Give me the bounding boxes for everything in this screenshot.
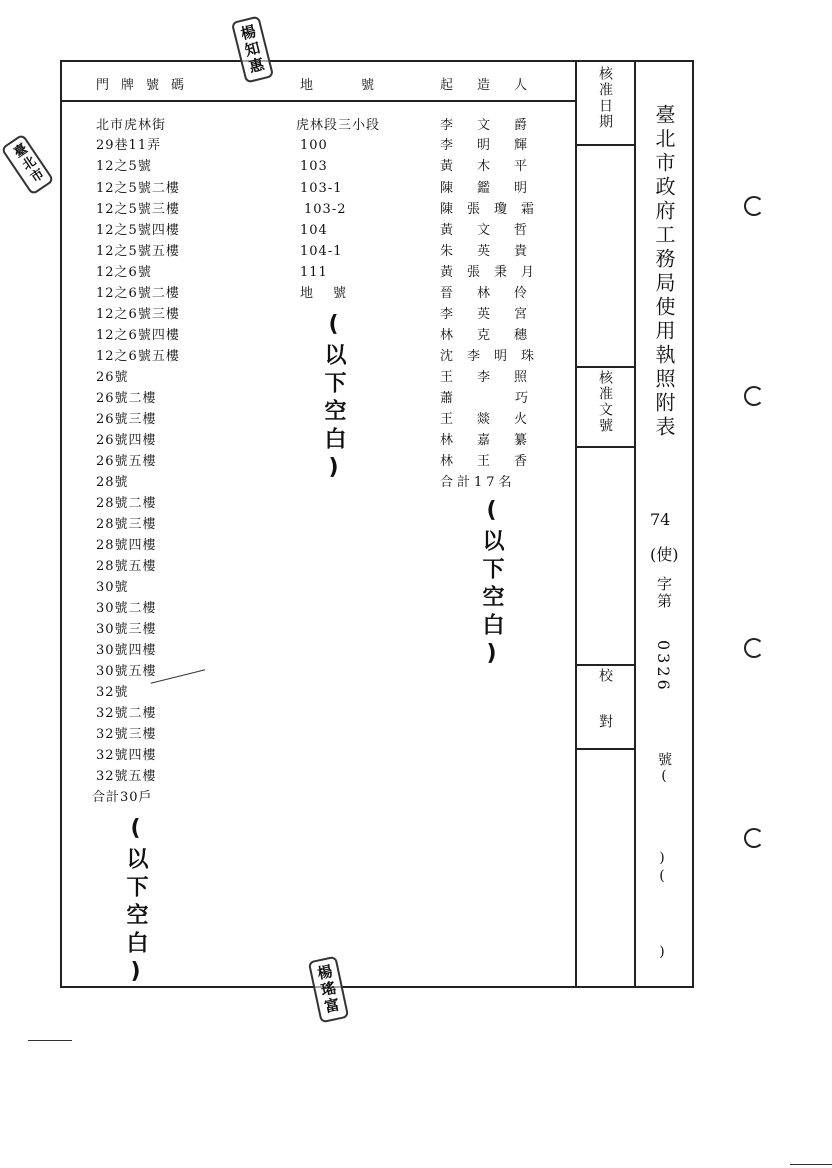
- address-item: 30號二樓: [96, 601, 157, 616]
- applicant-item: 王李照: [440, 370, 552, 385]
- address-item: 12之5號四樓: [96, 223, 180, 238]
- side-divider-1: [575, 144, 635, 146]
- applicant-item: 李明輝: [440, 138, 552, 153]
- address-item: 32號: [96, 685, 129, 700]
- address-item: 30號: [96, 580, 129, 595]
- applicant-item: 李英宮: [440, 307, 552, 322]
- title-column-divider: [634, 60, 636, 988]
- address-item: 32號五樓: [96, 769, 157, 784]
- pen-stroke: [790, 1164, 832, 1165]
- binder-hole-icon: [744, 196, 764, 216]
- side-column-divider: [575, 60, 577, 988]
- seal-stamp-bottom: 楊瑤富: [308, 956, 349, 1024]
- applicant-item: 黃張秉月: [440, 265, 549, 280]
- address-item: 12之5號五樓: [96, 244, 180, 259]
- doc-number: 0326: [654, 640, 673, 693]
- address-item: 12之5號三樓: [96, 202, 180, 217]
- address-item: 12之6號四樓: [96, 328, 180, 343]
- blank-note-address: (以下空白): [123, 816, 148, 990]
- address-item: 12之6號二樓: [96, 286, 180, 301]
- applicant-item: 林王香: [440, 454, 552, 469]
- address-item: 28號: [96, 475, 129, 490]
- proofread-label: 校對: [597, 668, 613, 760]
- address-item: 28號五樓: [96, 559, 157, 574]
- applicant-item: 陳鑑明: [440, 181, 552, 196]
- address-item: 30號三樓: [96, 622, 157, 637]
- binder-hole-icon: [744, 828, 764, 848]
- applicant-item: 王燚火: [440, 412, 552, 427]
- side-divider-2: [575, 366, 635, 368]
- applicant-total: 合計17名: [440, 475, 516, 490]
- applicant-item: 黃文哲: [440, 223, 552, 238]
- address-item: 12之6號: [96, 265, 152, 280]
- address-item: 12之6號三樓: [96, 307, 180, 322]
- lot-item: 103-2: [304, 202, 347, 217]
- applicant-item: 黃木平: [440, 159, 552, 174]
- address-item: 12之6號五樓: [96, 349, 180, 364]
- applicant-item: 李文爵: [440, 118, 552, 133]
- address-item: 29巷11弄: [96, 138, 162, 153]
- lot-label: 地號: [300, 286, 367, 301]
- applicant-item: 林克穗: [440, 328, 552, 343]
- header-applicant: 起造人: [440, 78, 552, 93]
- applicant-item: 沈李明珠: [440, 349, 549, 364]
- doc-type: (使): [650, 545, 679, 564]
- address-item: 30號五樓: [96, 664, 157, 679]
- lot-item: 104: [300, 223, 328, 238]
- doc-label: 字第: [655, 576, 673, 610]
- address-item: 28號二樓: [96, 496, 157, 511]
- approval-doc-label: 核准文號: [597, 370, 613, 434]
- header-lot: 地號: [300, 78, 423, 93]
- address-item: 28號三樓: [96, 517, 157, 532]
- document-title: 臺北市政府工務局使用執照附表: [652, 104, 676, 440]
- doc-tail-2: ): [654, 944, 670, 962]
- lot-item: 103: [300, 159, 328, 174]
- doc-suffix: 號(: [656, 752, 672, 786]
- applicant-item: 晉林伶: [440, 286, 552, 301]
- applicant-item: 林嘉纂: [440, 433, 552, 448]
- binder-hole-icon: [744, 638, 764, 658]
- seal-stamp-left: 臺北市: [0, 133, 54, 195]
- address-item: 12之5號: [96, 159, 152, 174]
- blank-note-lot: (以下空白): [321, 312, 346, 486]
- address-item: 26號五樓: [96, 454, 157, 469]
- header-address: 門牌號碼: [96, 78, 197, 93]
- side-divider-4: [575, 664, 635, 666]
- address-item: 26號三樓: [96, 412, 157, 427]
- doc-year: 74: [650, 510, 671, 529]
- blank-note-applicant: (以下空白): [479, 498, 504, 672]
- applicant-item: 朱英貴: [440, 244, 552, 259]
- address-item: 30號四樓: [96, 643, 157, 658]
- applicant-item: 蕭巧: [440, 391, 591, 406]
- address-item: 北市虎林街: [96, 118, 167, 133]
- pen-stroke: [28, 1040, 72, 1041]
- lot-item: 103-1: [300, 181, 343, 196]
- address-item: 32號二樓: [96, 706, 157, 721]
- approval-date-label: 核准日期: [597, 66, 613, 130]
- doc-tail-1: )(: [654, 850, 670, 886]
- address-total: 合計30戶: [92, 790, 153, 805]
- address-item: 12之5號二樓: [96, 181, 180, 196]
- address-item: 32號四樓: [96, 748, 157, 763]
- header-divider: [60, 100, 576, 102]
- address-item: 32號三樓: [96, 727, 157, 742]
- binder-hole-icon: [744, 386, 764, 406]
- applicant-item: 陳張瓊霜: [440, 202, 549, 217]
- seal-stamp-top: 楊知惠: [231, 15, 274, 83]
- address-item: 26號: [96, 370, 129, 385]
- address-item: 26號四樓: [96, 433, 157, 448]
- lot-item: 104-1: [300, 244, 343, 259]
- lot-item: 111: [300, 265, 328, 280]
- side-divider-3: [575, 446, 635, 448]
- address-item: 26號二樓: [96, 391, 157, 406]
- address-item: 28號四樓: [96, 538, 157, 553]
- lot-item: 100: [300, 138, 328, 153]
- lot-item: 虎林段三小段: [296, 118, 381, 133]
